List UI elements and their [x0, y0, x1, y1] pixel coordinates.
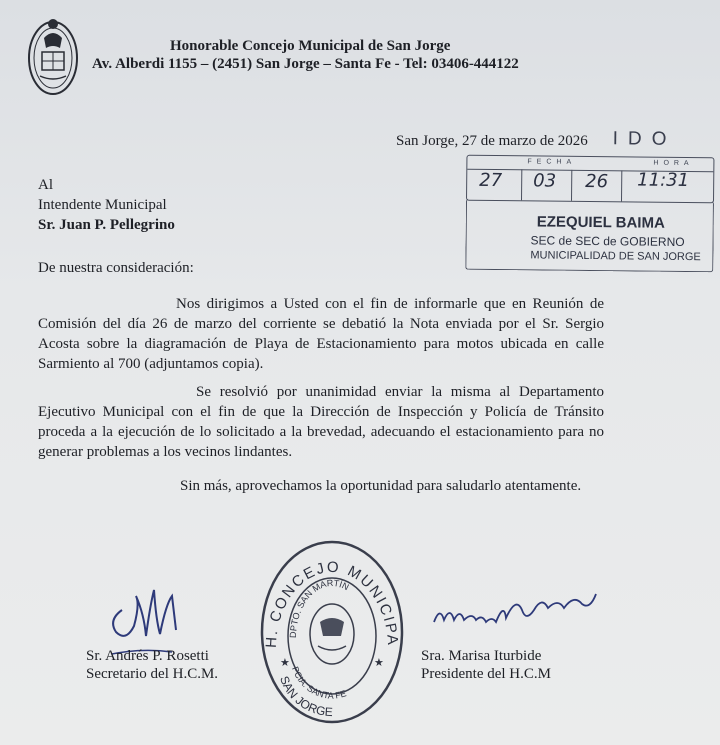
right-signatory-role: Presidente del H.C.M: [421, 666, 551, 682]
left-signatory-name: Sr. Andrés P. Rosetti: [86, 648, 209, 664]
salutation: De nuestra consideración:: [38, 260, 194, 276]
seal-inner-text: DPTO. SAN MARTÍN: [287, 577, 351, 639]
body-paragraph-3: Sin más, aprovechamos la oportunidad para saludarlo atentamente.: [180, 478, 582, 494]
stamp-role: SEC de SEC de GOBIERNO: [530, 233, 685, 250]
stamp-fecha-label: FECHA: [527, 158, 577, 166]
stamp-office: MUNICIPALIDAD DE SAN JORGE: [530, 249, 701, 264]
stamp-year: 26: [585, 170, 609, 193]
org-address: Av. Alberdi 1155 – (2451) San Jorge – Santa Fe - Tel: 03406-444122: [92, 56, 519, 72]
stamp-lower-box: [465, 199, 714, 273]
stamp-time: 11:31: [637, 169, 690, 192]
recipient-name: Sr. Juan P. Pellegrino: [38, 217, 175, 233]
stamp-name: EZEQUIEL BAIMA: [536, 213, 665, 232]
letterhead-logo: [26, 10, 80, 98]
date-line: San Jorge, 27 de marzo de 2026: [396, 133, 588, 149]
right-signatory-name: Sra. Marisa Iturbide: [421, 648, 542, 664]
official-seal: [258, 538, 406, 726]
municipal-crest-icon: [26, 10, 80, 98]
right-signature: [430, 588, 630, 638]
council-seal-icon: [258, 538, 406, 726]
recipient-title: Intendente Municipal: [38, 197, 167, 213]
stamp-day: 27: [479, 169, 503, 192]
stamp-title: IDO: [612, 128, 677, 150]
seal-star-right: ★: [374, 657, 384, 669]
seal-star-left: ★: [280, 657, 290, 669]
seal-city-text: SAN JORGE: [277, 674, 334, 720]
received-stamp: [461, 127, 717, 276]
seal-outer-text: H. CONCEJO MUNICIPA: [262, 558, 402, 649]
stamp-date-row: [466, 155, 714, 204]
recipient-prefix: Al: [38, 177, 53, 193]
org-name: Honorable Concejo Municipal de San Jorge: [170, 38, 451, 54]
left-signatory-role: Secretario del H.C.M.: [86, 666, 219, 682]
stamp-hora-label: HORA: [653, 159, 694, 168]
stamp-month: 03: [533, 170, 557, 192]
seal-bottom-text: PCIA. SANTA FE: [290, 665, 348, 701]
body-paragraph-2: Se resolvió por unanimidad enviar la misma al Departamento Ejecutivo Municipal con el fin de que la Dirección de Inspección y Policía de Tránsito proceda a la ejecución de lo solicitado a la brevedad, adecuando el estacionamiento para no generar problemas a los vecinos lindantes.: [38, 384, 604, 460]
body-paragraph-1: Nos dirigimos a Usted con el fin de informarle que en Reunión de Comisión del día 26 de marzo del corriente se debatió la Nota enviada por el Sr. Sergio Acosta sobre la diagramación de Playa de Estacionamiento para motos ubicada en calle Sarmiento al 700 (adjuntamos copia).: [38, 296, 604, 372]
